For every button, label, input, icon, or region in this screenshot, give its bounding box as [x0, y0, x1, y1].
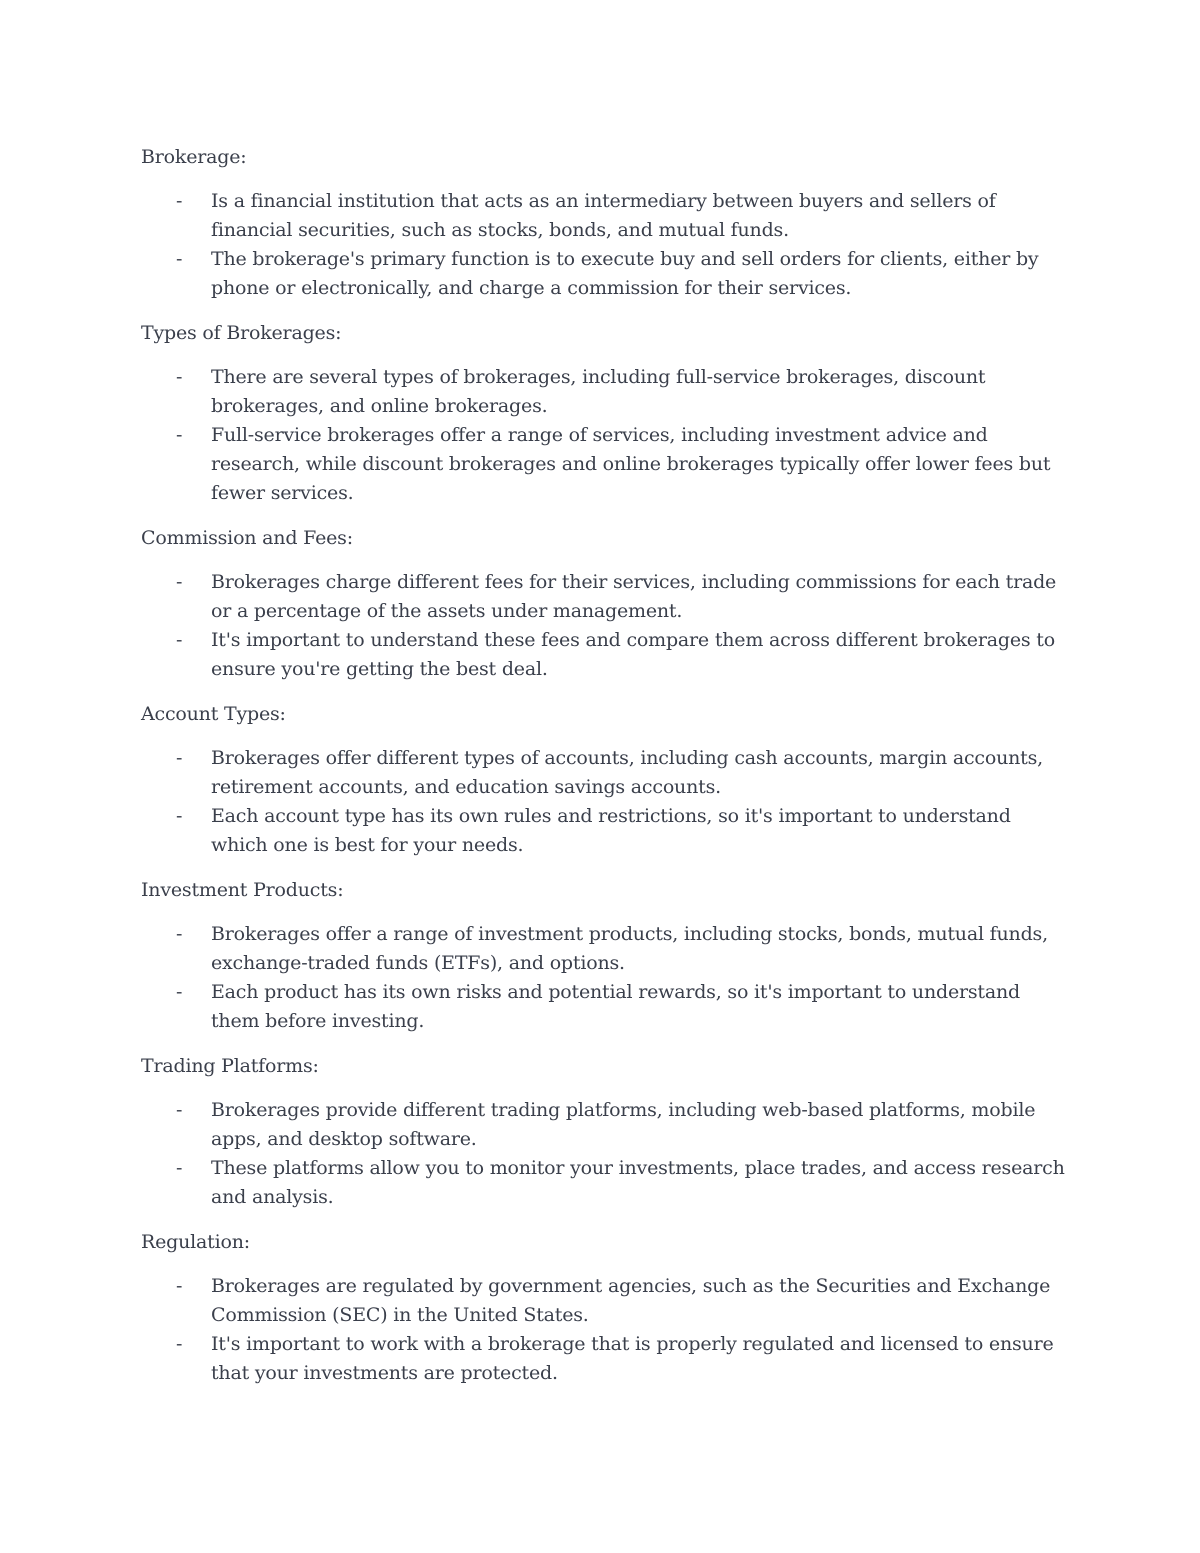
document-body	[141, 142, 1071, 1388]
list-item	[141, 744, 1071, 802]
list-item-text: It's important to work with a brokerage that is properly regulated and licensed to ensure that your investments are protected.	[211, 1333, 1054, 1384]
section-heading: Investment Products:	[141, 879, 344, 901]
list-item-text: There are several types of brokerages, including full-service brokerages, discount brokerages, and online brokerages.	[211, 366, 986, 417]
list-item	[141, 1096, 1071, 1154]
bullet-dash: -	[176, 747, 183, 769]
list-item-text: Brokerages provide different trading platforms, including web-based platforms, mobile apps, and desktop software.	[211, 1099, 1036, 1150]
list-item	[141, 421, 1071, 508]
list-item-text: The brokerage's primary function is to execute buy and sell orders for clients, either by phone or electronically, and charge a commission for their services.	[211, 248, 1039, 299]
section	[141, 875, 1071, 1036]
section-heading: Types of Brokerages:	[141, 322, 342, 344]
bullet-dash: -	[176, 424, 183, 446]
list-item-text: Each product has its own risks and potential rewards, so it's important to understand them before investing.	[211, 981, 1020, 1032]
list-item	[141, 245, 1071, 303]
list-item	[141, 1272, 1071, 1330]
bullet-list	[141, 920, 1071, 1036]
section	[141, 142, 1071, 303]
bullet-dash: -	[176, 366, 183, 388]
bullet-list	[141, 744, 1071, 860]
bullet-dash: -	[176, 923, 183, 945]
list-item	[141, 363, 1071, 421]
section	[141, 1227, 1071, 1388]
bullet-dash: -	[176, 629, 183, 651]
bullet-dash: -	[176, 981, 183, 1003]
list-item	[141, 1330, 1071, 1388]
section	[141, 1051, 1071, 1212]
list-item-text: Each account type has its own rules and restrictions, so it's important to understand which one is best for your needs.	[211, 805, 1011, 856]
bullet-dash: -	[176, 248, 183, 270]
bullet-dash: -	[176, 1099, 183, 1121]
list-item-text: Brokerages offer different types of accounts, including cash accounts, margin accounts, retirement accounts, and education savings accounts.	[211, 747, 1043, 798]
bullet-dash: -	[176, 571, 183, 593]
section-heading: Commission and Fees:	[141, 527, 353, 549]
list-item-text: Brokerages charge different fees for their services, including commissions for each trade or a percentage of the assets under management.	[211, 571, 1057, 622]
list-item-text: Is a financial institution that acts as an intermediary between buyers and sellers of financial securities, such as stocks, bonds, and mutual funds.	[211, 190, 996, 241]
list-item-text: Brokerages offer a range of investment products, including stocks, bonds, mutual funds, exchange-traded funds (ETFs), and options.	[211, 923, 1048, 974]
bullet-list	[141, 1272, 1071, 1388]
section-heading: Account Types:	[141, 703, 286, 725]
document-page	[141, 142, 1071, 1403]
list-item-text: It's important to understand these fees and compare them across different brokerages to ensure you're getting the best deal.	[211, 629, 1055, 680]
bullet-list	[141, 363, 1071, 508]
section-heading: Brokerage:	[141, 146, 247, 168]
bullet-dash: -	[176, 190, 183, 212]
bullet-dash: -	[176, 805, 183, 827]
list-item-text: These platforms allow you to monitor your investments, place trades, and access research and analysis.	[211, 1157, 1065, 1208]
section	[141, 699, 1071, 860]
bullet-dash: -	[176, 1275, 183, 1297]
list-item-text: Full-service brokerages offer a range of services, including investment advice and research, while discount brokerages and online brokerages typically offer lower fees but fewer services.	[211, 424, 1051, 504]
bullet-dash: -	[176, 1333, 183, 1355]
section	[141, 523, 1071, 684]
bullet-list	[141, 187, 1071, 303]
list-item	[141, 802, 1071, 860]
list-item-text: Brokerages are regulated by government agencies, such as the Securities and Exchange Commission (SEC) in the United States.	[211, 1275, 1051, 1326]
list-item	[141, 1154, 1071, 1212]
section	[141, 318, 1071, 508]
section-heading: Trading Platforms:	[141, 1055, 319, 1077]
list-item	[141, 187, 1071, 245]
list-item	[141, 978, 1071, 1036]
list-item	[141, 626, 1071, 684]
section-heading: Regulation:	[141, 1231, 250, 1253]
list-item	[141, 920, 1071, 978]
bullet-dash: -	[176, 1157, 183, 1179]
bullet-list	[141, 1096, 1071, 1212]
list-item	[141, 568, 1071, 626]
bullet-list	[141, 568, 1071, 684]
